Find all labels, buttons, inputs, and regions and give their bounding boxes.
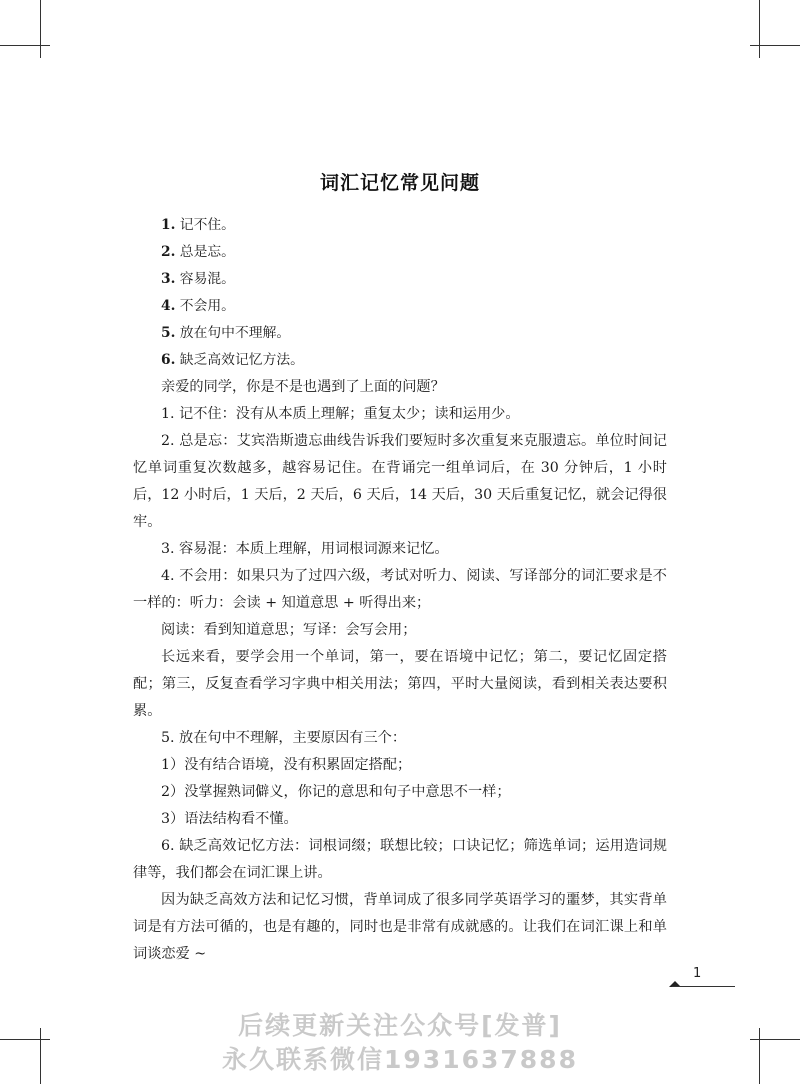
question-item xyxy=(133,239,667,266)
question-item xyxy=(133,266,667,293)
question-number: 6. xyxy=(161,352,176,368)
paragraph: 1）没有结合语境，没有积累固定搭配； xyxy=(161,757,412,773)
paragraph: 2）没掌握熟词僻义，你记的意思和句子中意思不一样； xyxy=(161,784,511,800)
question-item xyxy=(133,293,667,320)
question-number: 1. xyxy=(161,217,176,233)
paragraph: 亲爱的同学，你是不是也遇到了上面的问题？ xyxy=(161,379,445,395)
page-title: 词汇记忆常见问题 xyxy=(319,172,480,194)
crop-mark xyxy=(40,0,41,58)
question-text: 容易混。 xyxy=(179,271,235,287)
question-item xyxy=(133,320,667,347)
paragraph: 2. 总是忘：艾宾浩斯遗忘曲线告诉我们要短时多次重复来克服遗忘。单位时间记忆单词重复次数越多，越容易记住。在背诵完一组单词后，在 30 分钟后，1 小时后，12 小时后，1 天后，2 天后，6 天后，14 天后，30 天后重复记忆，就会记得很牢。 xyxy=(133,433,667,530)
page-number: 1 xyxy=(693,966,702,981)
question-text: 总是忘。 xyxy=(179,244,235,260)
paragraph: 3）语法结构看不懂。 xyxy=(161,811,298,827)
question-item xyxy=(133,212,667,239)
question-text: 放在句中不理解。 xyxy=(179,325,291,341)
crop-mark xyxy=(0,45,50,46)
question-number: 5. xyxy=(161,325,176,341)
crop-mark xyxy=(750,45,800,46)
paragraph: 3. 容易混：本质上理解，用词根词源来记忆。 xyxy=(161,541,449,557)
question-item xyxy=(133,347,667,374)
crop-mark xyxy=(759,0,760,58)
question-number: 4. xyxy=(161,298,176,314)
paragraph: 1. 记不住：没有从本质上理解；重复太少；读和运用少。 xyxy=(161,406,520,422)
watermark-line-1: 后续更新关注公众号[发普] xyxy=(238,1011,562,1040)
paragraph: 阅读：看到知道意思；写译：会写会用； xyxy=(161,622,417,638)
question-text: 不会用。 xyxy=(179,298,235,314)
question-number: 3. xyxy=(161,271,176,287)
question-text: 缺乏高效记忆方法。 xyxy=(179,352,304,368)
document-body xyxy=(133,212,667,968)
question-number: 2. xyxy=(161,244,176,260)
paragraph: 5. 放在句中不理解，主要原因有三个： xyxy=(161,730,407,746)
watermark-line-2: 永久联系微信1931637888 xyxy=(222,1045,578,1074)
paragraph: 长远来看，要学会用一个单词，第一，要在语境中记忆；第二，要记忆固定搭配；第三，反复查看学习字典中相关用法；第四，平时大量阅读，看到相关表达要积累。 xyxy=(133,649,667,719)
paragraph: 4. 不会用：如果只为了过四六级，考试对听力、阅读、写译部分的词汇要求是不一样的：听力：会读 + 知道意思 + 听得出来； xyxy=(133,568,667,611)
paragraph: 6. 缺乏高效记忆方法：词根词缀；联想比较；口诀记忆；筛选单词；运用造词规律等，我们都会在词汇课上讲。 xyxy=(133,838,667,881)
page-number-rule xyxy=(672,986,735,987)
question-text: 记不住。 xyxy=(179,217,235,233)
paragraph: 因为缺乏高效方法和记忆习惯，背单词成了很多同学英语学习的噩梦，其实背单词是有方法可循的，也是有趣的，同时也是非常有成就感的。让我们在词汇课上和单词谈恋爱 ~ xyxy=(133,892,667,962)
